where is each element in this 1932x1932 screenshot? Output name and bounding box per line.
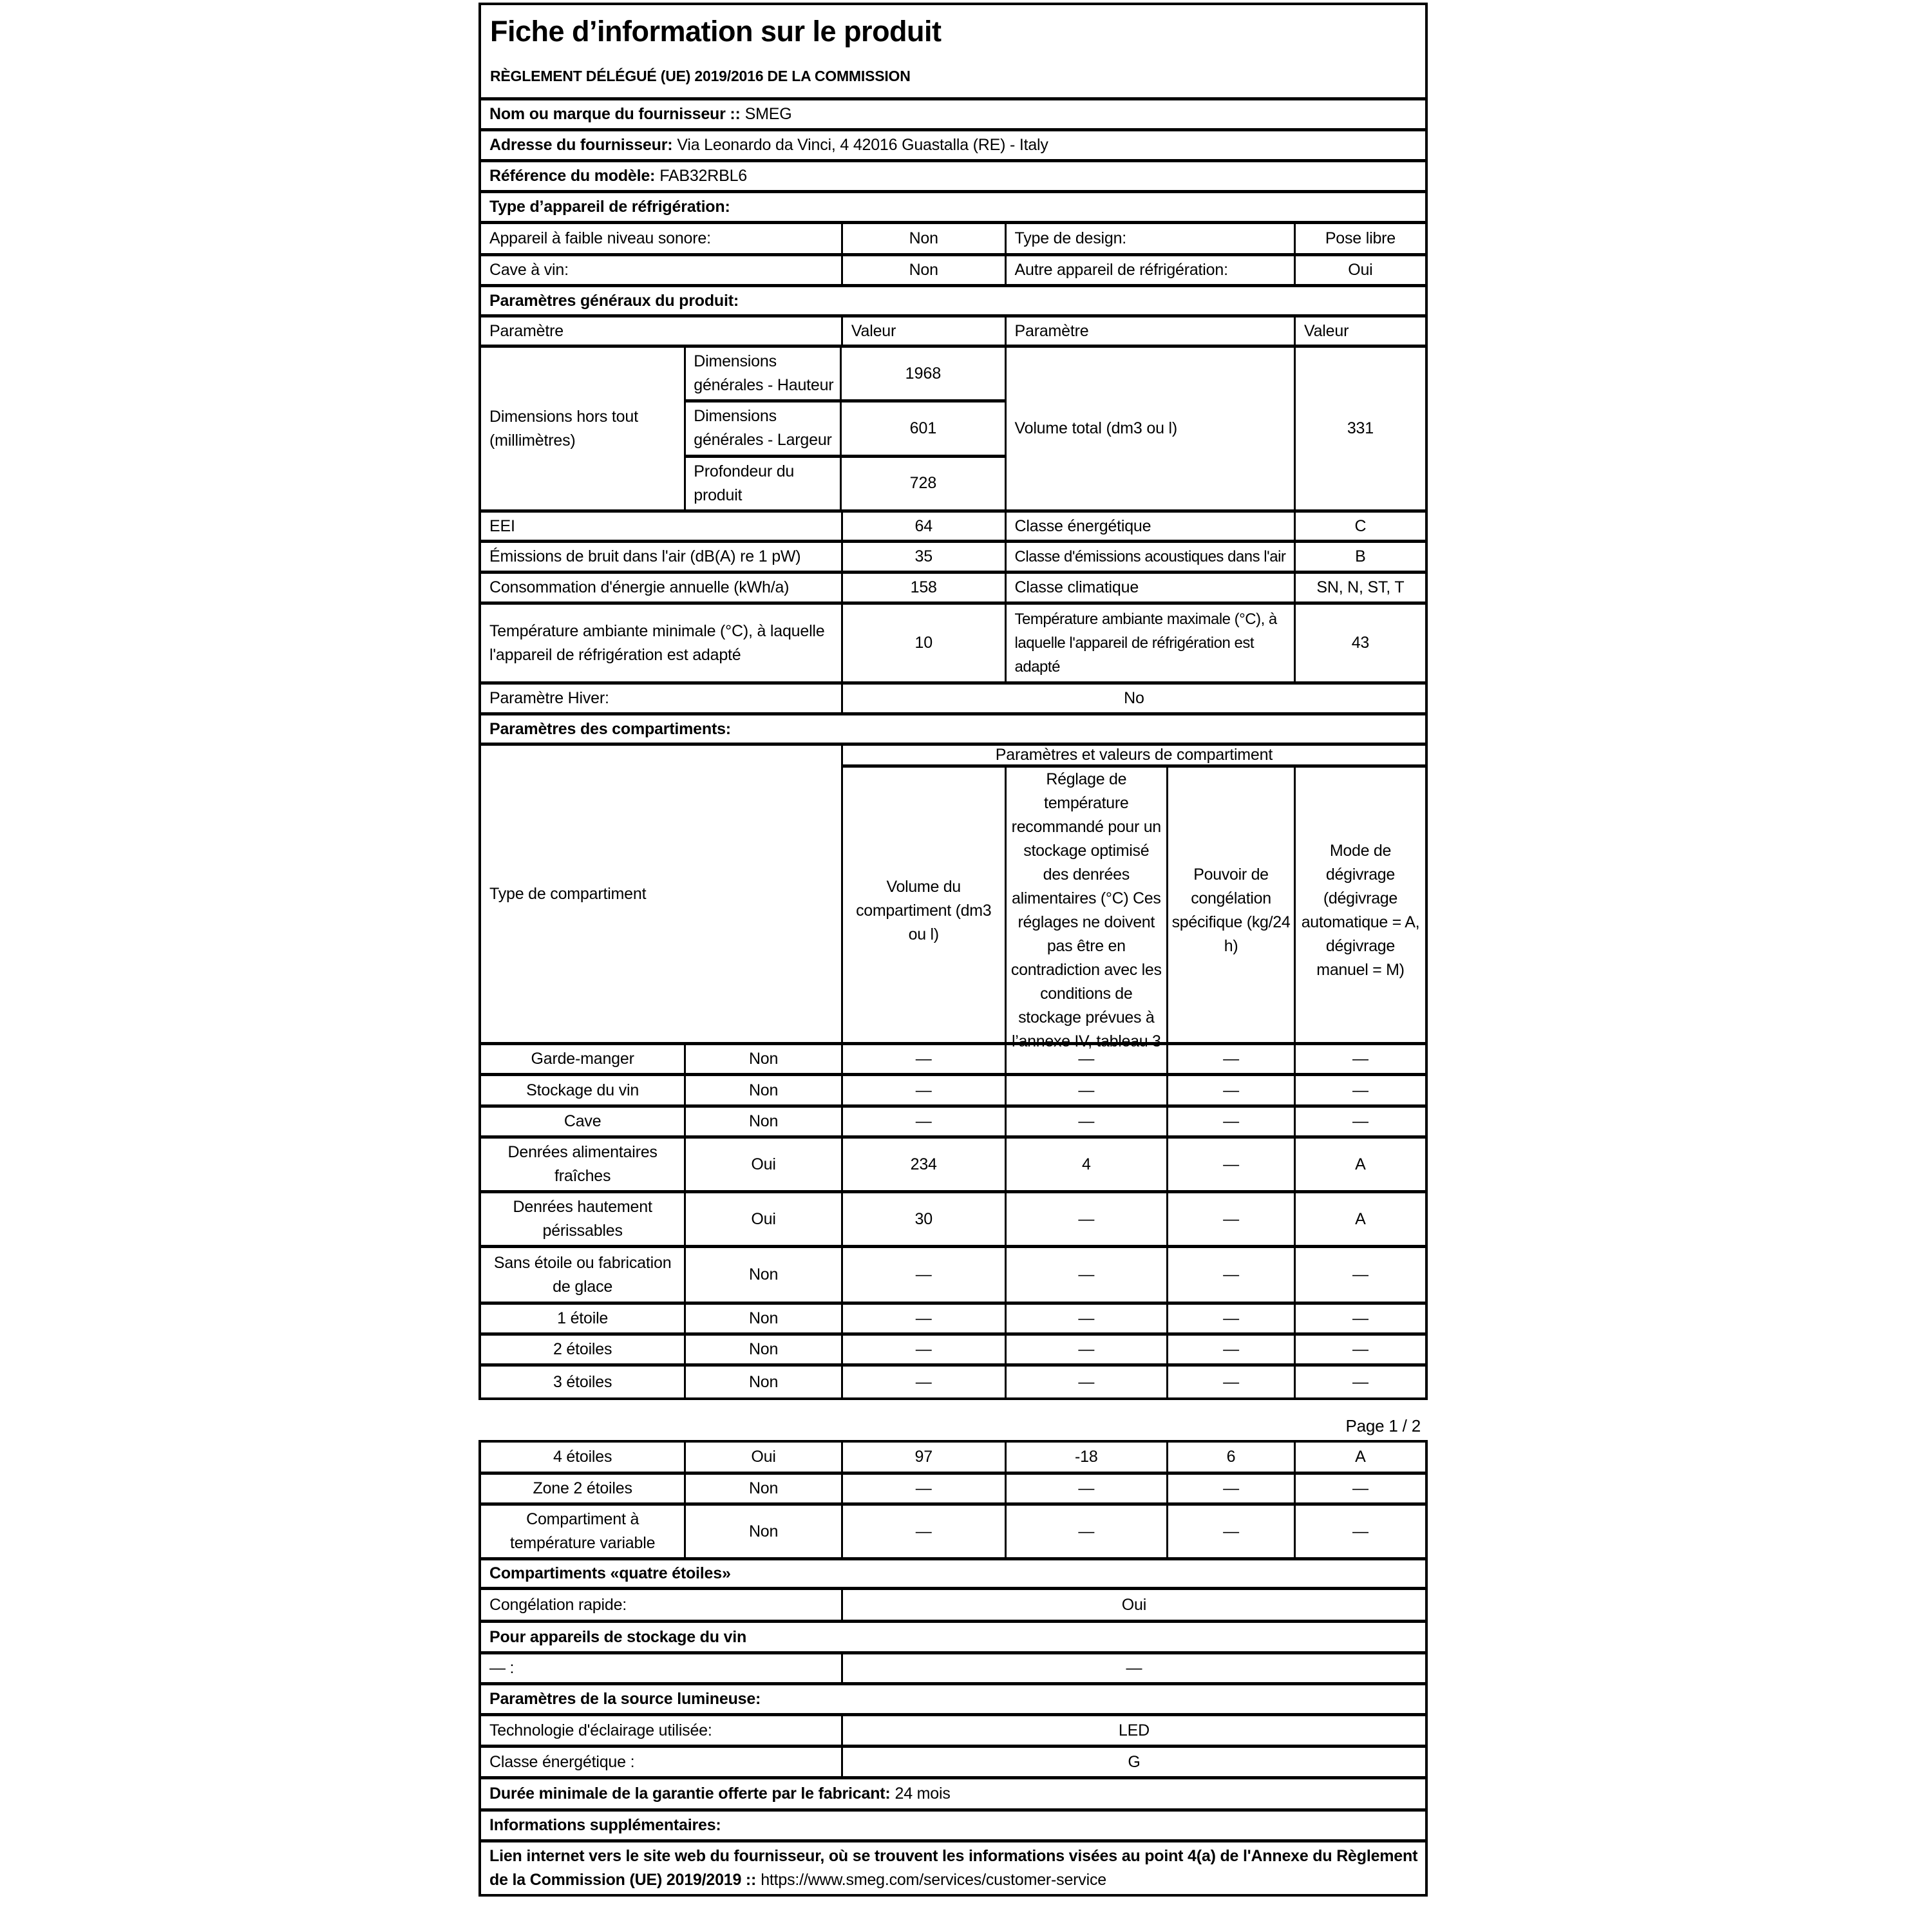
param-value: 158 (843, 574, 1007, 601)
four-star-section-header (481, 1560, 1425, 1590)
param-label: Classe énergétique : (481, 1748, 843, 1776)
compartment-present-value: Oui (686, 1193, 843, 1245)
param-value: Non (843, 256, 1007, 284)
compartment-row (481, 1305, 1425, 1336)
param-label: Cave à vin: (481, 256, 843, 284)
compartment-defrost-value: — (1352, 1081, 1368, 1099)
compartments-section-header (481, 715, 1425, 746)
light-energy-class-row (481, 1748, 1425, 1779)
param-value: SN, N, ST, T (1316, 578, 1405, 596)
compartments-table-header (481, 746, 1425, 1050)
additional-info-section-header (481, 1812, 1425, 1842)
column-header: Valeur (843, 317, 1007, 345)
fiche-table-page1 (478, 3, 1428, 1400)
page-number-label: Page 1 / 2 (1345, 1416, 1421, 1435)
model-reference-row (481, 162, 1425, 193)
param-value: Oui (1121, 1595, 1147, 1614)
compartment-defrost-value: A (1355, 1209, 1366, 1228)
compartment-present-value: Non (686, 1248, 843, 1302)
param-label: Autre appareil de réfrigération: (1007, 256, 1296, 284)
dimension-sub-row (686, 458, 1004, 509)
section-title: Compartiments «quatre étoiles» (489, 1564, 731, 1582)
compartment-volume-value: — (843, 1076, 1007, 1104)
type-section-header (481, 193, 1425, 224)
compartment-params-header (843, 746, 1425, 1050)
dimension-sub-row (686, 402, 1004, 457)
param-value: C (1354, 516, 1367, 535)
compartment-row (481, 1193, 1425, 1248)
param-label: Classe d'émissions acoustiques dans l'air (1007, 543, 1296, 571)
compartment-freezing-value: — (1168, 1475, 1296, 1502)
light-section-header (481, 1685, 1425, 1716)
supplier-link-row (481, 1842, 1425, 1894)
compartment-defrost-value: — (1352, 1309, 1368, 1327)
compartment-freezing-value: — (1168, 1108, 1296, 1135)
fast-freeze-row (481, 1590, 1425, 1623)
eei-row (481, 513, 1425, 543)
compartment-present-value: Non (686, 1108, 843, 1135)
compartment-present-value: Non (686, 1475, 843, 1502)
compartment-name: Denrées hautement périssables (481, 1193, 686, 1245)
param-label: Classe climatique (1007, 574, 1296, 601)
compartment-defrost-value: — (1352, 1265, 1368, 1283)
column-header-volume: Volume du compartiment (dm3 ou l) (843, 768, 1007, 1054)
energy-consumption-row (481, 574, 1425, 605)
param-value: 43 (1351, 634, 1370, 652)
param-label: Température ambiante maximale (°C), à laquelle l'appareil de réfrigération est adapté (1007, 605, 1296, 681)
column-header-defrost-mode: Mode de dégivrage (dégivrage automatique = A, dégivrage manuel = M) (1301, 842, 1420, 979)
compartment-freezing-value: — (1168, 1193, 1296, 1245)
supplier-address-row (481, 131, 1425, 162)
compartment-row (481, 1139, 1425, 1193)
fiche-table-page2 (478, 1440, 1428, 1897)
compartment-volume-value: — (843, 1305, 1007, 1332)
param-value: B (1355, 547, 1366, 565)
compartment-volume-value: — (843, 1108, 1007, 1135)
dimension-value: 1968 (905, 364, 942, 383)
compartment-volume-value: — (843, 1475, 1007, 1502)
param-value: Oui (1348, 261, 1373, 279)
dimension-value: 601 (909, 419, 937, 437)
compartment-present-value: Non (686, 1336, 843, 1363)
compartment-name: 1 étoile (481, 1305, 686, 1332)
compartment-temperature-value: — (1007, 1367, 1169, 1397)
param-label: Émissions de bruit dans l'air (dB(A) re 1 pW) (481, 543, 843, 571)
compartment-volume-value: — (843, 1336, 1007, 1363)
compartment-row (481, 1248, 1425, 1305)
param-valeur-header-row (481, 317, 1425, 348)
compartment-row (481, 1443, 1425, 1475)
compartment-row (481, 1367, 1425, 1397)
param-label: — : (481, 1654, 843, 1682)
product-fiche (478, 3, 1428, 1897)
dimension-sub-row (686, 348, 1004, 402)
page-indicator-strip (478, 1400, 1428, 1440)
compartment-defrost-value: — (1352, 1522, 1368, 1540)
supplier-address-label: Adresse du fournisseur: (489, 136, 673, 154)
compartment-name: Zone 2 étoiles (481, 1475, 686, 1502)
compartment-row (481, 1076, 1425, 1108)
volume-total-label: Volume total (dm3 ou l) (1007, 348, 1296, 509)
noise-row (481, 543, 1425, 574)
compartment-volume-value: — (843, 1045, 1007, 1073)
compartment-defrost-value: — (1352, 1112, 1368, 1130)
param-label: Appareil à faible niveau sonore: (481, 224, 843, 253)
compartment-row (481, 1506, 1425, 1560)
compartment-freezing-value: — (1168, 1367, 1296, 1397)
compartment-row (481, 1475, 1425, 1506)
compartment-present-value: Non (686, 1305, 843, 1332)
model-reference-label: Référence du modèle: (489, 167, 656, 185)
compartment-row (481, 1108, 1425, 1139)
compartment-temperature-value: -18 (1007, 1443, 1169, 1472)
supplier-name-value: SMEG (744, 105, 792, 123)
compartment-freezing-value: — (1168, 1336, 1296, 1363)
param-label: Congélation rapide: (481, 1590, 843, 1620)
param-label: Type de design: (1007, 224, 1296, 253)
compartment-temperature-value: — (1007, 1336, 1169, 1363)
param-value: — (1126, 1659, 1142, 1677)
warranty-value: 24 mois (895, 1785, 951, 1803)
param-label: Classe énergétique (1007, 513, 1296, 540)
compartment-name: Denrées alimentaires fraîches (481, 1139, 686, 1190)
section-title: Type d’appareil de réfrigération: (489, 198, 730, 216)
wine-cellar-row (481, 256, 1425, 287)
param-label: EEI (481, 513, 843, 540)
compartment-freezing-value: — (1168, 1045, 1296, 1073)
dimension-label: Dimensions générales - Largeur (686, 402, 842, 454)
compartment-group-header: Paramètres et valeurs de compartiment (843, 746, 1425, 768)
compartment-present-value: Non (686, 1367, 843, 1397)
compartment-volume-value: — (843, 1367, 1007, 1397)
warranty-row (481, 1779, 1425, 1812)
compartment-volume-value: — (843, 1248, 1007, 1302)
supplier-address-value: Via Leonardo da Vinci, 4 42016 Guastalla (RE) - Italy (677, 136, 1048, 154)
dimensions-sub-table (686, 348, 1006, 509)
compartment-name: 2 étoiles (481, 1336, 686, 1363)
title-row (481, 5, 1425, 97)
page-title: Fiche d’information sur le produit (490, 15, 942, 48)
compartment-name: Compartiment à température variable (481, 1506, 686, 1557)
param-label: Paramètre Hiver: (481, 685, 843, 712)
compartment-type-header: Type de compartiment (481, 746, 843, 1042)
compartment-freezing-value: — (1168, 1076, 1296, 1104)
volume-total-value: 331 (1347, 419, 1374, 437)
compartment-present-value: Non (686, 1506, 843, 1557)
dimensions-label: Dimensions hors tout (millimètres) (481, 348, 686, 509)
column-header: Paramètre (481, 317, 843, 345)
compartment-name: Garde-manger (481, 1045, 686, 1073)
compartment-defrost-value: — (1352, 1050, 1368, 1068)
compartment-temperature-value: — (1007, 1193, 1169, 1245)
wine-storage-row (481, 1654, 1425, 1685)
param-value: G (1128, 1752, 1141, 1771)
section-title: Paramètres généraux du produit: (489, 291, 739, 310)
general-section-header (481, 287, 1425, 317)
compartment-temperature-value: — (1007, 1506, 1169, 1557)
column-header-temperature: Réglage de température recommandé pour un stockage optimisé des denrées alimentaires (°C) Ces réglages ne doivent pas être en contradiction avec les conditions de stockage prévues à l’annexe IV, tableau 3 (1007, 768, 1169, 1054)
compartment-temperature-value: — (1007, 1076, 1169, 1104)
section-title: Paramètres des compartiments: (489, 719, 731, 738)
compartment-temperature-value: — (1007, 1248, 1169, 1302)
compartment-present-value: Non (686, 1045, 843, 1073)
compartment-defrost-value: A (1355, 1448, 1366, 1466)
param-value: 35 (843, 543, 1007, 571)
compartment-volume-value: 30 (843, 1193, 1007, 1245)
compartment-temperature-value: 4 (1007, 1139, 1169, 1190)
compartment-volume-value: — (843, 1506, 1007, 1557)
warranty-label: Durée minimale de la garantie offerte par le fabricant: (489, 1785, 891, 1803)
compartment-freezing-value: — (1168, 1305, 1296, 1332)
winter-parameter-row (481, 685, 1425, 715)
section-title: Paramètres de la source lumineuse: (489, 1690, 761, 1708)
param-value: LED (1118, 1721, 1150, 1739)
compartment-name: 4 étoiles (481, 1443, 686, 1472)
param-label: Consommation d'énergie annuelle (kWh/a) (481, 574, 843, 601)
compartment-freezing-value: — (1168, 1139, 1296, 1190)
compartment-name: Cave (481, 1108, 686, 1135)
compartment-volume-value: 234 (843, 1139, 1007, 1190)
compartment-present-value: Oui (686, 1139, 843, 1190)
compartment-freezing-value: — (1168, 1506, 1296, 1557)
model-reference-value: FAB32RBL6 (659, 167, 747, 185)
supplier-name-label: Nom ou marque du fournisseur :: (489, 105, 741, 123)
param-value: No (1124, 689, 1144, 707)
supplier-name-row (481, 100, 1425, 131)
column-header: Valeur (1303, 321, 1349, 340)
dimensions-row (481, 348, 1425, 513)
param-value: 64 (843, 513, 1007, 540)
compartment-name: 3 étoiles (481, 1367, 686, 1397)
param-label: Technologie d'éclairage utilisée: (481, 1716, 843, 1745)
section-title: Informations supplémentaires: (489, 1816, 721, 1834)
compartment-volume-value: 97 (843, 1443, 1007, 1472)
param-value: Non (843, 224, 1007, 253)
dimension-label: Dimensions générales - Hauteur (686, 348, 842, 399)
wine-storage-section-header (481, 1623, 1425, 1654)
dimension-label: Profondeur du produit (686, 458, 842, 509)
compartment-defrost-value: — (1352, 1372, 1368, 1391)
compartment-temperature-value: — (1007, 1475, 1169, 1502)
compartment-defrost-value: A (1355, 1155, 1366, 1173)
column-header-freezing-capacity: Pouvoir de congélation spécifique (kg/24 h) (1168, 768, 1296, 1054)
compartment-defrost-value: — (1352, 1479, 1368, 1497)
section-title: Pour appareils de stockage du vin (489, 1627, 747, 1646)
compartment-temperature-value: — (1007, 1305, 1169, 1332)
compartment-freezing-value: — (1168, 1248, 1296, 1302)
compartment-freezing-value: 6 (1168, 1443, 1296, 1472)
regulation-subtitle: RÈGLEMENT DÉLÉGUÉ (UE) 2019/2016 DE LA COMMISSION (490, 67, 911, 84)
compartment-row (481, 1336, 1425, 1367)
compartment-temperature-value: — (1007, 1108, 1169, 1135)
dimension-value: 728 (909, 474, 937, 493)
supplier-link-url: https://www.smeg.com/services/customer-service (761, 1871, 1106, 1889)
quiet-appliance-row (481, 224, 1425, 256)
compartment-temperature-value: — (1007, 1045, 1169, 1073)
ambient-temperature-row (481, 605, 1425, 685)
compartment-row (481, 1045, 1425, 1076)
supplier-link-label: Lien internet vers le site web du fournisseur, où se trouvent les informations visées au point 4(a) de l'Annexe du Règlement de la Commission (UE) 2019/2019 :: (489, 1847, 1418, 1889)
compartment-name: Stockage du vin (481, 1076, 686, 1104)
compartment-defrost-value: — (1352, 1340, 1368, 1358)
compartment-present-value: Oui (686, 1443, 843, 1472)
compartment-present-value: Non (686, 1076, 843, 1104)
param-value: Pose libre (1325, 229, 1396, 247)
param-label: Température ambiante minimale (°C), à laquelle l'appareil de réfrigération est adapté (481, 605, 843, 681)
compartment-name: Sans étoile ou fabrication de glace (481, 1248, 686, 1302)
param-value: 10 (843, 605, 1007, 681)
column-header: Paramètre (1007, 317, 1296, 345)
light-technology-row (481, 1716, 1425, 1748)
